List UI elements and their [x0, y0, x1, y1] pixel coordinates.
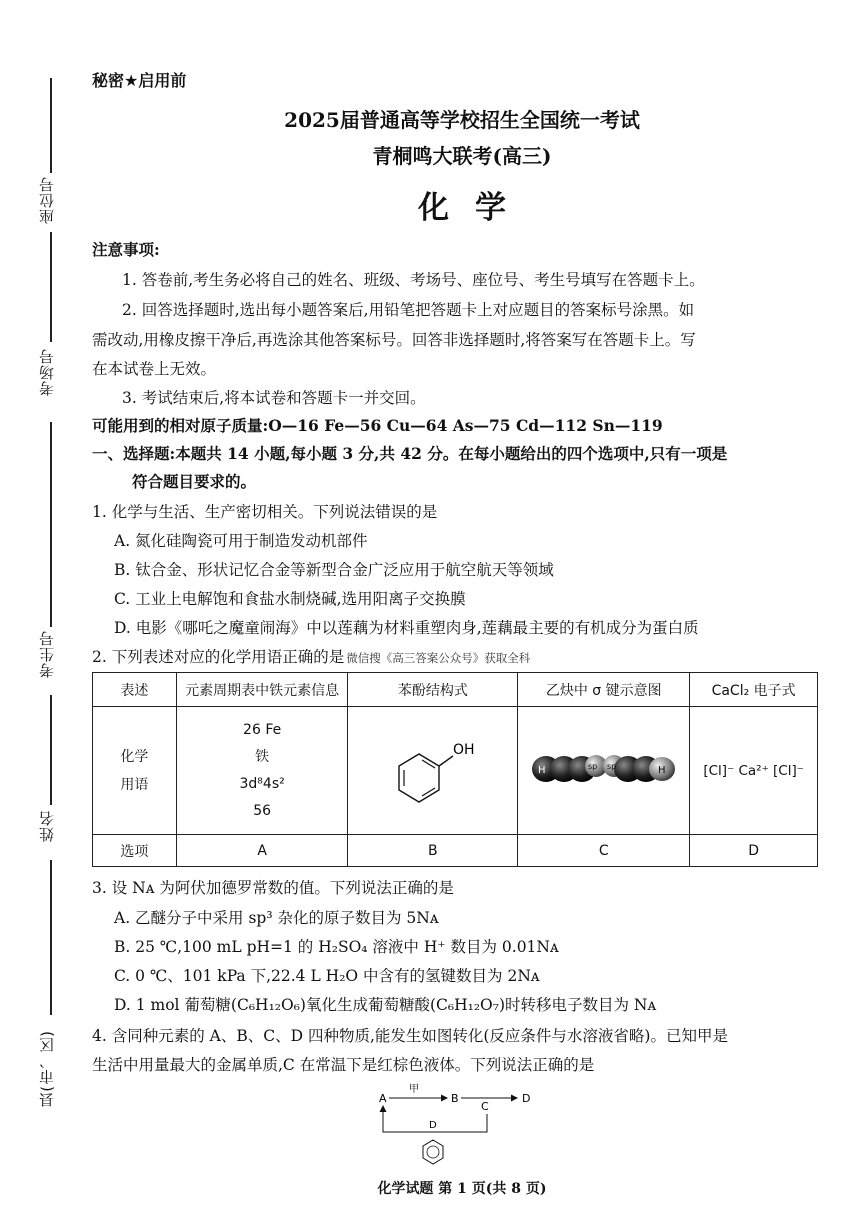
option-a: A: [176, 835, 348, 867]
sigma-bond-diagram: [524, 739, 684, 799]
notice-item-2: 2. 回答选择题时,选出每小题答案后,用铅笔把答题卡上对应题目的答案标号涂黑。如: [122, 301, 695, 319]
q1-option-a: A. 氮化硅陶瓷可用于制造发动机部件: [114, 532, 368, 550]
notice-item-2-cont: 需改动,用橡皮擦干净后,再选涂其他答案标号。回答非选择题时,将答案写在答题卡上。写: [92, 331, 696, 349]
phenol-cell: [348, 707, 518, 835]
fe-config: 3d⁸4s²: [239, 775, 285, 792]
page-footer: 化学试题 第 1 页(共 8 页): [377, 1181, 547, 1197]
node-d: D: [522, 1092, 531, 1105]
exam-page: [92, 0, 832, 1227]
binding-line: [50, 695, 52, 805]
sigma-label-h: H: [537, 764, 546, 776]
fe-mass: 56: [253, 802, 272, 819]
seat-label: 座位号: [38, 176, 56, 224]
q1-option-d: D. 电影《哪吒之魔童闹海》中以莲藕为材料重塑肉身,莲藕最主要的有机成分为蛋白质: [114, 619, 699, 637]
section-heading-cont: 符合题目要求的。: [132, 472, 257, 491]
table-header: 苯酚结构式: [348, 673, 518, 707]
table-header: 乙炔中 σ 键示意图: [518, 673, 690, 707]
row-label-text: 化学用语: [120, 748, 149, 793]
exam-title: 2025届普通高等学校招生全国统一考试: [284, 108, 640, 132]
option-d: D: [690, 835, 818, 867]
cacl2-formula: [Cl]⁻ Ca²⁺ [Cl]⁻: [703, 762, 804, 779]
node-c: C: [481, 1100, 489, 1113]
q3-option-d: D. 1 mol 葡萄糖(C₆H₁₂O₆)氧化生成葡萄糖酸(C₆H₁₂O₇)时转移电子数目为 Nᴀ: [114, 996, 657, 1014]
binding-line: [50, 78, 52, 173]
q3-option-c: C. 0 ℃、101 kPa 下,22.4 L H₂O 中含有的氢键数目为 2Nᴀ: [114, 967, 540, 985]
county-label: 县(市、区): [38, 1030, 56, 1108]
label-d: D: [429, 1120, 437, 1131]
q4-transform-diagram: [367, 1082, 567, 1172]
q2-stem-text: 2. 下列表述对应的化学用语正确的是: [92, 648, 345, 666]
notice-item-1: 1. 答卷前,考生务必将自己的姓名、班级、考场号、座位号、考生号填写在答题卡上。: [122, 271, 705, 289]
sigma-label-sp: sp: [587, 761, 597, 771]
notice-item-3: 3. 考试结束后,将本试卷和答题卡一并交回。: [122, 389, 426, 407]
secret-mark: 秘密★启用前: [92, 71, 187, 90]
fe-name: 铁: [255, 748, 270, 765]
subject-title: 化学: [418, 190, 532, 226]
q1-option-c: C. 工业上电解饱和食盐水制烧碱,选用阳离子交换膜: [114, 590, 466, 608]
phenol-oh: OH: [452, 741, 475, 758]
q2-stem: [92, 645, 530, 667]
binding-margin: [0, 0, 90, 1227]
table-header: 表述: [93, 673, 177, 707]
table-header: CaCl₂ 电子式: [690, 673, 818, 707]
q1-option-b: B. 钛合金、形状记忆合金等新型合金广泛应用于航空航天等领域: [114, 561, 554, 579]
q4-stem: 4. 含同种元素的 A、B、C、D 四种物质,能发生如图转化(反应条件与水溶液省略)。已知甲是: [92, 1027, 728, 1045]
section-heading: 一、选择题:本题共 14 小题,每小题 3 分,共 42 分。在每小题给出的四个选项中,只有一项是: [92, 444, 728, 463]
sigma-label-h: H: [657, 764, 666, 776]
fe-info: [177, 717, 348, 825]
notice-heading: 注意事项:: [92, 240, 160, 259]
room-label: 考场号: [38, 348, 56, 396]
fe-number: 26: [243, 721, 261, 738]
exam-no-label: 考生号: [38, 630, 56, 678]
option-label: 选项: [93, 835, 177, 867]
atomic-masses: 可能用到的相对原子质量:O—16 Fe—56 Cu—64 As—75 Cd—112 Sn—119: [92, 416, 663, 435]
sigma-label-sp: sp: [606, 761, 616, 771]
option-c: C: [518, 835, 690, 867]
fe-symbol: Fe: [265, 721, 282, 738]
name-label: 姓名: [38, 810, 56, 842]
q3-stem: 3. 设 Nᴀ 为阿伏加德罗常数的值。下列说法正确的是: [92, 879, 454, 897]
option-b: B: [348, 835, 518, 867]
q4-stem-cont: 生活中用量最大的金属单质,C 在常温下是红棕色液体。下列说法正确的是: [92, 1056, 595, 1074]
sigma-cell: [518, 707, 690, 835]
cacl2-cell: [690, 707, 818, 835]
benzene-ring: [423, 1140, 443, 1164]
q3-option-a: A. 乙醚分子中采用 sp³ 杂化的原子数目为 5Nᴀ: [114, 909, 439, 927]
binding-line: [50, 860, 52, 1015]
q1-stem: 1. 化学与生活、生产密切相关。下列说法错误的是: [92, 503, 438, 521]
table-header: 元素周期表中铁元素信息: [176, 673, 348, 707]
node-a: A: [379, 1092, 387, 1105]
fe-info-cell: [176, 707, 348, 835]
label-jia: 甲: [409, 1084, 419, 1095]
q2-table: [92, 672, 818, 867]
binding-line: [50, 232, 52, 342]
exam-subtitle: 青桐鸣大联考(高三): [372, 144, 552, 168]
phenol-structure: [373, 714, 493, 824]
row-label: [93, 707, 177, 835]
watermark: 微信搜《高三答案公众号》获取全科: [346, 651, 531, 665]
node-b: B: [451, 1092, 459, 1105]
binding-line: [50, 422, 52, 627]
q3-option-b: B. 25 ℃,100 mL pH=1 的 H₂SO₄ 溶液中 H⁺ 数目为 0.01Nᴀ: [114, 938, 559, 956]
notice-item-2-cont: 在本试卷上无效。: [92, 360, 217, 378]
